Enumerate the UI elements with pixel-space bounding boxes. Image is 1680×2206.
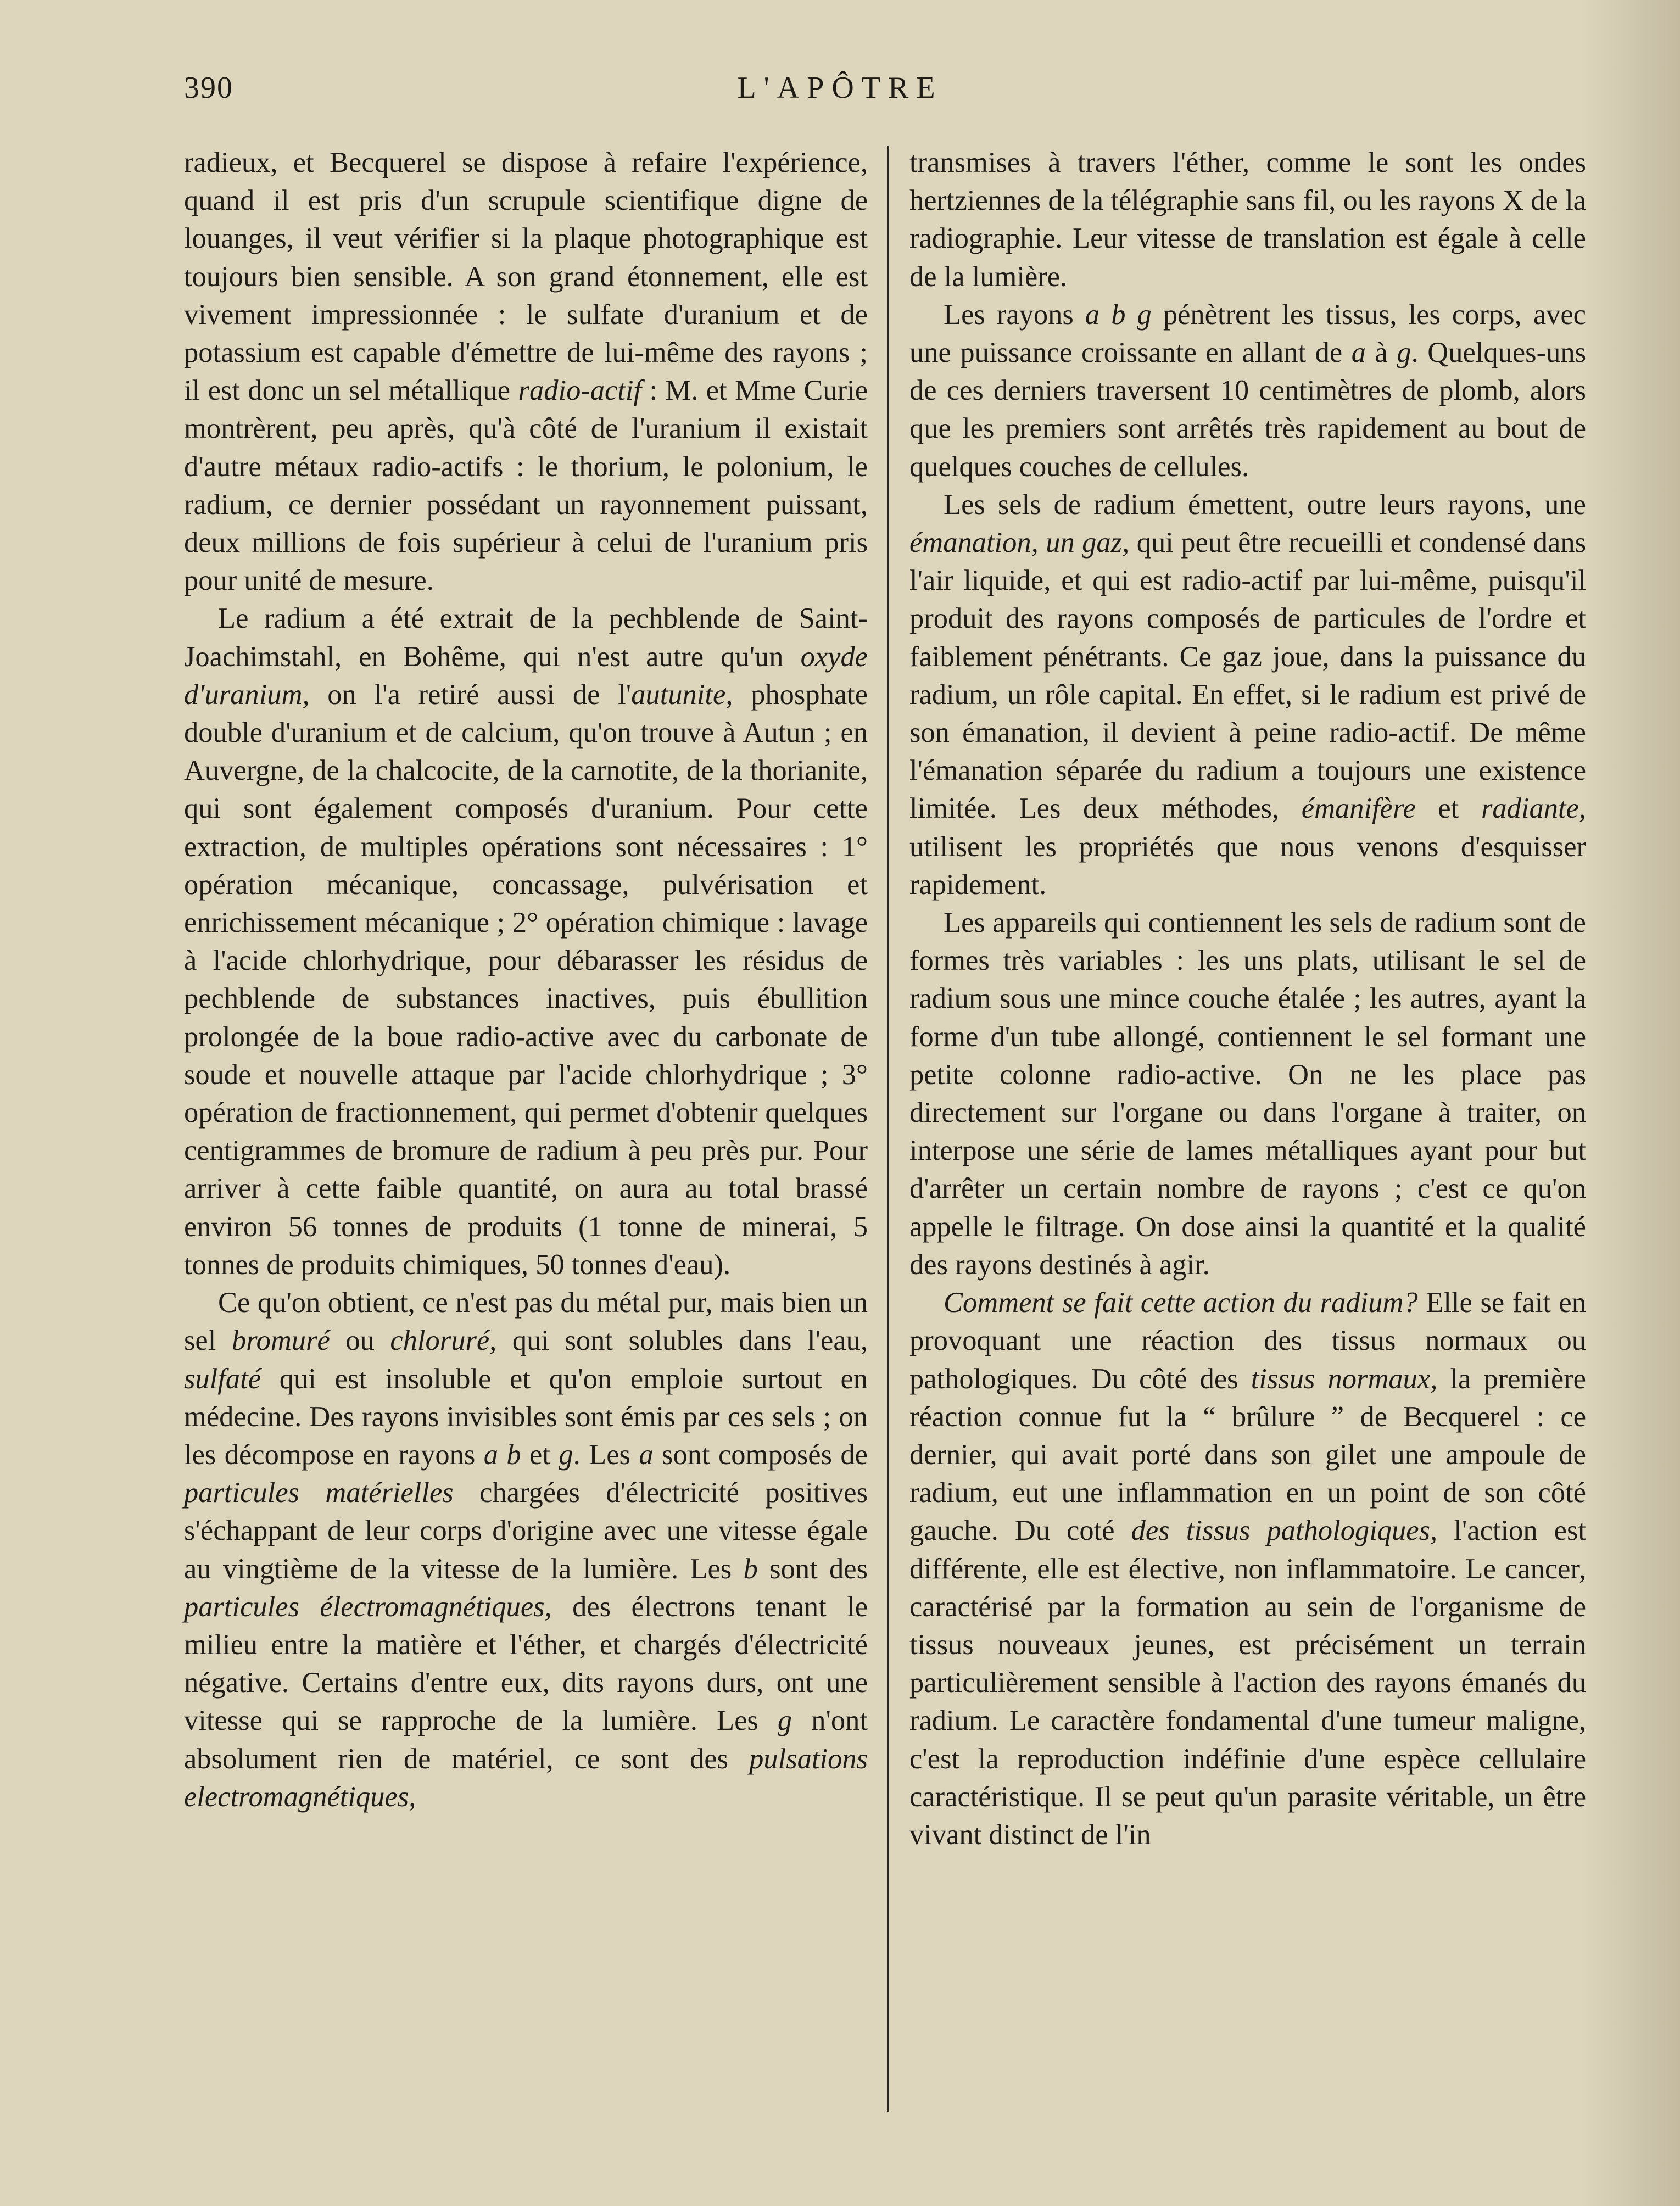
text-segment: phosphate double d'uranium et de calcium, qu'on trouve à Autun ; en Auvergne, de la chalcocite, de la carnotite, de la thorianite, qui sont également composés d'uranium. Pour cette extraction, de multiples opérations sont nécessaires : 1° opération mécanique, concassage, pulvérisation et enrichissement mécanique ; 2° opération chimique : lavage à l'acide chlorhydrique, pour débarasser les résidus de pechblende de substances inactives, puis ébullition prolongée de la boue radio-active avec du carbonate de soude et nouvelle attaque par l'acide chlorhydrique ; 3° opération de fractionnement, qui permet d'obtenir quelques centigrammes de bromure de radium à peu près pur. Pour arriver à cette faible quantité, on aura au total brassé environ 56 tonnes de produits (1 tonne de minerai, 5 tonnes de produits chimiques, 50 tonnes d'eau).: [184, 678, 868, 1281]
paragraph: [909, 1284, 1586, 1854]
text-segment: et: [1415, 792, 1481, 825]
italic-text: radiante,: [1481, 792, 1586, 825]
italic-text: g: [777, 1705, 792, 1737]
italic-text: pulsations electromagnétiques,: [184, 1743, 868, 1813]
text-segment: chargées d'électricité positives s'échappant de leur corps d'origine avec une vitesse égale au vingtième de la vitesse de la lumière. Les: [184, 1477, 868, 1585]
paragraph: [909, 296, 1586, 486]
italic-text: oxyde d'uranium,: [184, 640, 868, 711]
italic-text: autunite,: [631, 678, 733, 711]
italic-text: g: [1397, 337, 1411, 369]
column-rule: [887, 146, 889, 2112]
text-segment: sont composés de: [653, 1438, 868, 1471]
text-segment: qui est insoluble et qu'on emploie surtout en médecine. Des rayons invisibles sont émis par ces sels ; on les décompose en rayons: [184, 1362, 868, 1471]
italic-text: des tissus pathologiques,: [1131, 1515, 1438, 1547]
text-segment: radieux, et Becquerel se dispose à refaire l'expérience, quand il est pris d'un scrupule scientifique digne de louanges, il veut vérifier si la plaque photographique est toujours bien sensible. A son grand étonnement, elle est vivement impressionnée : le sulfate d'uranium et de potassium est capable d'émettre de lui-même des rayons ; il est donc un sel métallique: [184, 147, 868, 407]
text-segment: transmises à travers l'éther, comme le sont les ondes hertziennes de la télégraphie sans fil, ou les rayons X de la radiographie. Leur vitesse de translation est égale à celle de la lumière.: [909, 147, 1586, 293]
text-segment: la première réaction connue fut la “ brûlure ” de Becquerel : ce dernier, qui avait porté dans son gilet une ampoule de radium, eut une inflammation en un point de son côté gauche. Du coté: [909, 1362, 1586, 1547]
italic-text: chloruré,: [390, 1325, 497, 1357]
text-segment: utilisent les propriétés que nous venons d'esquisser rapidement.: [909, 830, 1586, 901]
text-segment: Les sels de radium émettent, outre leurs rayons, une: [944, 488, 1586, 521]
paragraph: [184, 1284, 868, 1816]
italic-text: radio-actif: [518, 375, 642, 407]
running-title: L'APÔTRE: [737, 71, 943, 105]
text-segment: à: [1366, 337, 1397, 369]
text-segment: Ce qu'on obtient, ce n'est pas du métal pur, mais bien un sel: [184, 1287, 868, 1357]
text-segment: on l'a retiré aussi de l': [309, 678, 632, 711]
italic-text: a b: [483, 1438, 521, 1471]
italic-text: tissus normaux,: [1251, 1362, 1438, 1395]
italic-text: particules électromagnétiques,: [184, 1590, 552, 1623]
italic-text: a b g: [1085, 298, 1152, 331]
text-segment: des électrons tenant le milieu entre la matière et l'éther, et chargés d'électricité négative. Certains d'entre eux, dits rayons durs, ont une vitesse qui se rapproche de la lumière. Les: [184, 1590, 868, 1737]
text-segment: ou: [330, 1325, 390, 1357]
text-segment: et: [521, 1438, 559, 1471]
text-segment: n'ont absolument rien de matériel, ce sont des: [184, 1705, 868, 1775]
text-segment: : M. et Mme Curie montrèrent, peu après, qu'à côté de l'uranium il existait d'autre métaux radio-actifs : le thorium, le polonium, le radium, ce dernier possédant un rayonnement puissant, deux millions de fois supérieur à celui de l'uranium pris pour unité de mesure.: [184, 375, 868, 597]
text-segment: Les rayons: [944, 298, 1085, 331]
text-segment: pénètrent les tissus, les corps, avec une puissance croissante en allant de: [909, 298, 1586, 369]
paragraph: [184, 600, 868, 1284]
italic-text: b: [743, 1552, 758, 1585]
italic-text: a: [1351, 337, 1366, 369]
text-segment: . Quelques-uns de ces derniers traversent 10 centimètres de plomb, alors que les premiers sont arrêtés très rapidement au bout de quelques couches de cellules.: [909, 337, 1586, 483]
italic-text: a: [639, 1438, 654, 1471]
italic-text: Comment se fait cette action du radium?: [944, 1287, 1418, 1319]
paragraph: [909, 486, 1586, 904]
page-number: 390: [184, 71, 233, 105]
italic-text: g: [559, 1438, 573, 1471]
text-segment: . Les: [573, 1438, 639, 1471]
text-segment: qui sont solubles dans l'eau,: [496, 1325, 868, 1357]
text-segment: Les appareils qui contiennent les sels de radium sont de formes très variables : les uns plats, utilisant le sel de radium sous une mince couche étalée ; les autres, ayant la forme d'un tube allongé, contiennent le sel formant une petite colonne radio-active. On ne les place pas directement sur l'organe ou dans l'organe à traiter, on interpose une série de lames métalliques ayant pour but d'arrêter un certain nombre de rayons ; c'est ce qu'on appelle le filtrage. On dose ainsi la quantité et la qualité des rayons destinés à agir.: [909, 907, 1586, 1281]
italic-text: sulfaté: [184, 1362, 261, 1395]
text-segment: qui peut être recueilli et condensé dans l'air liquide, et qui est radio-actif par lui-même, puisqu'il produit des rayons composés de particules de l'ordre et faiblement pénétrants. Ce gaz joue, dans la puissance du radium, un rôle capital. En effet, si le radium est privé de son émanation, il devient à peine radio-actif. De même l'émanation séparée du radium a toujours une existence limitée. Les deux méthodes,: [909, 527, 1586, 825]
italic-text: particules matérielles: [184, 1477, 454, 1509]
text-segment: Elle se fait en provoquant une réaction des tissus normaux ou pathologiques. Du côté des: [909, 1287, 1586, 1395]
paragraph: [909, 904, 1586, 1284]
italic-text: émanifère: [1301, 792, 1416, 825]
paragraph: [184, 144, 868, 600]
paragraph: [909, 144, 1586, 296]
text-segment: sont des: [757, 1552, 868, 1585]
text-segment: l'action est différente, elle est élective, non inflammatoire. Le cancer, caractérisé par la formation au sein de l'organisme de tissus nouveaux jeunes, est précisément un terrain particulièrement sensible à l'action des rayons émanés du radium. Le caractère fondamental d'une tumeur maligne, c'est la reproduction indéfinie d'une espèce cellulaire caractéristique. Il se peut qu'un parasite véritable, un être vivant distinct de l'in: [909, 1515, 1586, 1851]
italic-text: émanation, un gaz,: [909, 527, 1130, 559]
italic-text: bromuré: [231, 1325, 330, 1357]
right-column: [909, 144, 1586, 1854]
left-column: [184, 144, 868, 1816]
text-segment: Le radium a été extrait de la pechblende de Saint-Joachimstahl, en Bohême, qui n'est autre qu'un: [184, 602, 868, 673]
